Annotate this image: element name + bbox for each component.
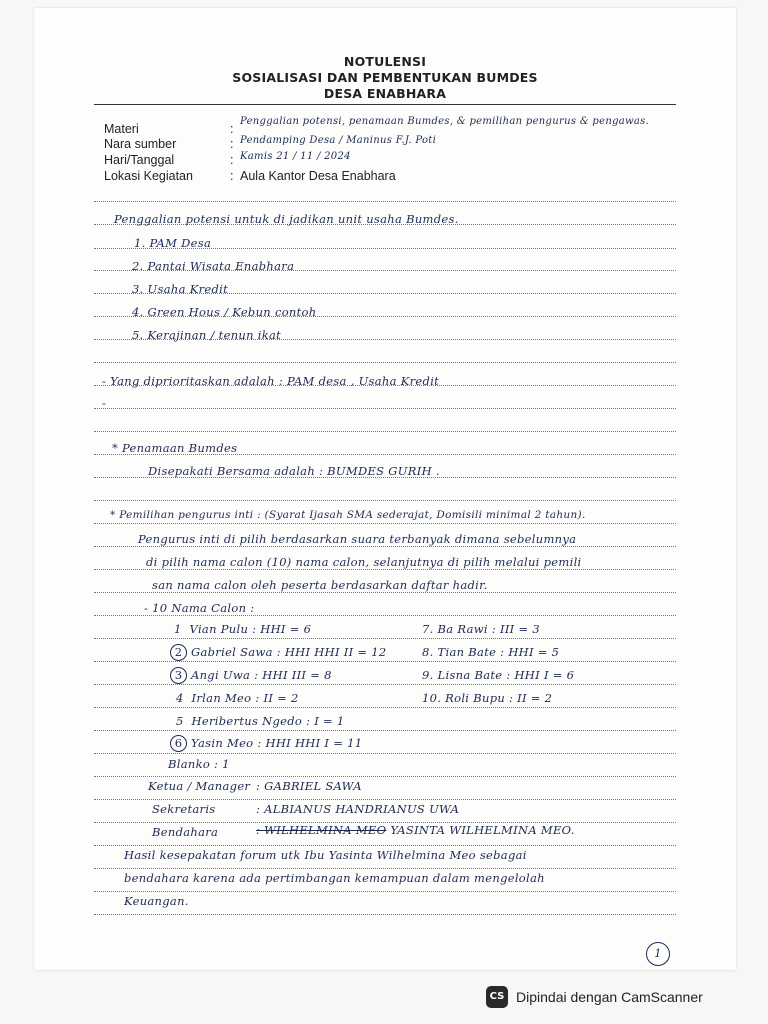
election-line: san nama calon oleh peserta berdasarkan daftar hadir. bbox=[152, 578, 488, 592]
page-number: 1 bbox=[646, 942, 670, 966]
candidate-item: 3 Angi Uwa : HHI III = 8 bbox=[170, 667, 332, 684]
candidate-item: 10. Roli Bupu : II = 2 bbox=[422, 691, 553, 705]
potential-item: 3. Usaha Kredit bbox=[132, 282, 229, 296]
doc-subtitle: SOSIALISASI DAN PEMBENTUKAN BUMDES bbox=[232, 70, 538, 85]
candidate-item: 5 Heribertus Ngedo : I = 1 bbox=[176, 714, 345, 728]
struck-name: : WILHELMINA MEO bbox=[256, 823, 387, 837]
role-label: Bendahara bbox=[152, 825, 219, 839]
candidate-item: 9. Lisna Bate : HHI I = 6 bbox=[422, 668, 575, 682]
meta-value: Kamis 21 / 11 / 2024 bbox=[240, 151, 351, 162]
closing-line: Keuangan. bbox=[124, 894, 189, 908]
candidate-item: 8. Tian Bate : HHI = 5 bbox=[422, 645, 560, 659]
meta-value: Pendamping Desa / Maninus F.J. Poti bbox=[240, 135, 437, 146]
doc-title: NOTULENSI bbox=[343, 54, 427, 69]
candidate-item: 4 Irlan Meo : II = 2 bbox=[176, 691, 299, 705]
doc-village: DESA ENABHARA bbox=[323, 86, 447, 101]
potential-item: 5. Kerajinan / tenun ikat bbox=[132, 328, 282, 342]
circle-mark: 6 bbox=[170, 735, 187, 752]
meta-value: Aula Kantor Desa Enabhara bbox=[240, 169, 396, 183]
role-name: : ALBIANUS HANDRIANUS UWA bbox=[256, 802, 460, 816]
election-line: di pilih nama calon (10) nama calon, selanjutnya di pilih melalui pemili bbox=[146, 555, 582, 569]
camscanner-watermark bbox=[486, 986, 703, 1008]
candidate-item: 6 Yasin Meo : HHI HHI I = 11 bbox=[170, 735, 362, 752]
role-label: Ketua / Manager bbox=[148, 779, 251, 793]
meta-label: Materi bbox=[104, 122, 139, 136]
note-dash: - bbox=[102, 396, 107, 410]
potential-item: 4. Green Hous / Kebun contoh bbox=[132, 305, 317, 319]
election-line: Pengurus inti di pilih berdasarkan suara terbanyak dimana sebelumnya bbox=[138, 532, 577, 546]
closing-line: Hasil kesepakatan forum utk Ibu Yasinta Wilhelmina Meo sebagai bbox=[124, 848, 527, 862]
naming-title: * Penamaan Bumdes bbox=[112, 441, 238, 455]
title-underline bbox=[94, 104, 676, 105]
potential-item: 2. Pantai Wisata Enabhara bbox=[132, 259, 295, 273]
potential-item: 1. PAM Desa bbox=[134, 236, 212, 250]
role-name: : GABRIEL SAWA bbox=[256, 779, 362, 793]
closing-line: bendahara karena ada pertimbangan kemampuan dalam mengelolah bbox=[124, 871, 545, 885]
candidate-item: 2 Gabriel Sawa : HHI HHI II = 12 bbox=[170, 644, 387, 661]
circle-mark: 2 bbox=[170, 644, 187, 661]
document-page: NOTULENSI SOSIALISASI DAN PEMBENTUKAN BUMDES DESA ENABHARA Materi : Penggalian potensi, penamaan Bumdes, & pemilihan pengurus & pengawas. Nara sumber : Pendamping Desa / Maninus F.J. Poti Hari/Tanggal : Kamis 21 / 11 / 2024 Lokasi Kegiatan : Aula Kantor Desa Enabhara Penggalian potensi untuk di jadikan unit usaha Bumdes. 1. PAM Desa 2. Pantai Wisata Enabhara 3. Usaha Kredit 4. Green Hous / Kebun contoh 5. Kerajinan / tenun ikat - Yang diprioritaskan adalah : PAM desa , Usaha Kredit - * Penamaan Bumdes Disepakati Bersama adalah : BUMDES GURIH . * Pemilihan pengurus inti : (Syarat Ijasah SMA sederajat, Domisili minimal 2 tahun). Pengurus inti di pilih berdasarkan suara terbanyak dimana sebelumnya di pilih nama calon (10) nama calon, selanjutnya di pilih melalui pemili san nama calon oleh peserta berdasarkan daftar hadir. - 10 Nama Calon : 1 Vian Pulu : HHI = 6 2 Gabriel Sawa : HHI HHI II = 12 3 Angi Uwa : HHI III = 8 4 Irlan Meo : II = 2 5 Heribertus Ngedo : I = 1 6 Yasin Meo : HHI HHI I = 11 7. Ba Rawi : III = 3 8. Tian Bate : HHI = 5 9. Lisna Bate : HHI I = 6 10. Roli Bupu : II = 2 Blanko : 1 Ketua / Manager : GABRIEL SAWA Sekretaris : ALBIANUS HANDRIANUS UWA Bendahara : WILHELMINA MEO YASINTA WILHELMINA MEO. Hasil kesepakatan forum utk Ibu Yasinta Wilhelmina Meo sebagai bendahara karena ada pertimbangan kemampuan dalam mengelolah Keuangan. 1 bbox=[34, 8, 736, 970]
blank-votes: Blanko : 1 bbox=[168, 757, 230, 771]
note-intro: Penggalian potensi untuk di jadikan unit usaha Bumdes. bbox=[114, 212, 459, 226]
meta-label: Nara sumber bbox=[104, 137, 177, 151]
meta-value: Penggalian potensi, penamaan Bumdes, & pemilihan pengurus & pengawas. bbox=[240, 116, 650, 127]
note-priority: - Yang diprioritaskan adalah : PAM desa , Usaha Kredit bbox=[102, 374, 440, 388]
role-name: : WILHELMINA MEO YASINTA WILHELMINA MEO. bbox=[256, 823, 575, 837]
role-label: Sekretaris bbox=[152, 802, 216, 816]
naming-agreed: Disepakati Bersama adalah : BUMDES GURIH . bbox=[148, 464, 440, 478]
camscanner-text: Dipindai dengan CamScanner bbox=[516, 989, 703, 1005]
camscanner-logo-icon: CS bbox=[486, 986, 508, 1008]
meta-label: Hari/Tanggal bbox=[104, 153, 175, 167]
candidate-item: 7. Ba Rawi : III = 3 bbox=[422, 622, 540, 636]
candidate-item: 1 Vian Pulu : HHI = 6 bbox=[174, 622, 312, 636]
meta-label: Lokasi Kegiatan bbox=[104, 169, 193, 183]
election-line: * Pemilihan pengurus inti : (Syarat Ijasah SMA sederajat, Domisili minimal 2 tahun). bbox=[110, 509, 586, 521]
circle-mark: 3 bbox=[170, 667, 187, 684]
candidates-title: - 10 Nama Calon : bbox=[144, 601, 255, 615]
